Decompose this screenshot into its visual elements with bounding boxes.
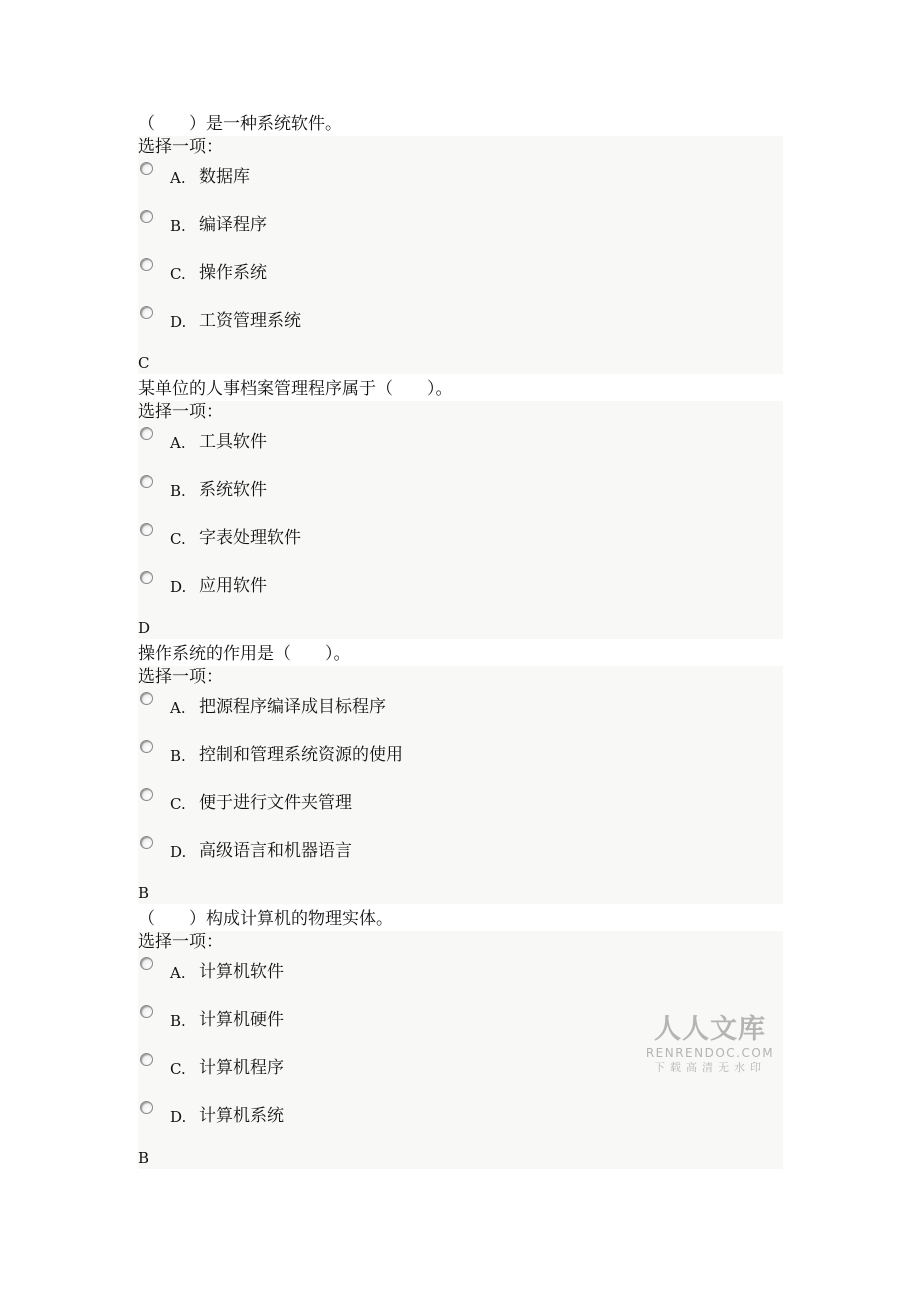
option-a[interactable]	[138, 423, 783, 471]
option-list	[138, 158, 783, 350]
option-d[interactable]	[138, 832, 783, 880]
option-d[interactable]	[138, 302, 783, 350]
option-b[interactable]	[138, 736, 783, 784]
radio-button-icon[interactable]	[140, 162, 153, 175]
option-letter: B.	[170, 1012, 186, 1030]
question-2	[138, 377, 783, 639]
answer-key: B	[138, 884, 150, 902]
radio-button-icon[interactable]	[140, 475, 153, 488]
watermark-title: 人人文库	[654, 1014, 766, 1045]
radio-button-icon[interactable]	[140, 1101, 153, 1114]
option-d[interactable]	[138, 567, 783, 615]
option-text: 控制和管理系统资源的使用	[199, 745, 403, 765]
question-title: 某单位的人事档案管理程序属于（ ）。	[138, 377, 783, 401]
answer-panel	[138, 397, 783, 639]
watermark-site: RENRENDOC.COM	[645, 1046, 775, 1060]
option-letter: C.	[170, 795, 186, 813]
radio-button-icon[interactable]	[140, 306, 153, 319]
radio-button-icon[interactable]	[140, 258, 153, 271]
option-text: 计算机程序	[199, 1058, 284, 1078]
option-text: 编译程序	[199, 215, 267, 235]
option-letter: D.	[170, 1108, 187, 1126]
option-text: 工具软件	[199, 432, 267, 452]
option-d[interactable]	[138, 1097, 783, 1145]
option-text: 工资管理系统	[199, 311, 301, 331]
answer-panel	[138, 662, 783, 904]
option-text: 计算机软件	[199, 962, 284, 982]
radio-button-icon[interactable]	[140, 788, 153, 801]
choose-one-prompt: 选择一项：	[138, 667, 223, 687]
question-3	[138, 642, 783, 904]
question-title: 操作系统的作用是（ ）。	[138, 642, 783, 666]
radio-button-icon[interactable]	[140, 740, 153, 753]
option-c[interactable]	[138, 254, 783, 302]
choose-one-prompt: 选择一项：	[138, 137, 223, 157]
option-a[interactable]	[138, 158, 783, 206]
option-text: 计算机硬件	[199, 1010, 284, 1030]
option-letter: B.	[170, 482, 186, 500]
radio-button-icon[interactable]	[140, 957, 153, 970]
option-text: 操作系统	[199, 263, 267, 283]
answer-panel	[138, 132, 783, 374]
option-text: 字表处理软件	[199, 528, 301, 548]
option-text: 高级语言和机器语言	[199, 841, 352, 861]
question-1	[138, 112, 783, 374]
option-letter: A.	[170, 169, 186, 187]
option-letter: B.	[170, 747, 186, 765]
answer-key: C	[138, 354, 150, 372]
option-a[interactable]	[138, 688, 783, 736]
option-text: 便于进行文件夹管理	[199, 793, 352, 813]
choose-one-prompt: 选择一项：	[138, 402, 223, 422]
option-letter: A.	[170, 699, 186, 717]
option-a[interactable]	[138, 953, 783, 1001]
option-b[interactable]	[138, 206, 783, 254]
watermark-logo	[640, 1014, 780, 1076]
option-text: 系统软件	[199, 480, 267, 500]
option-list	[138, 423, 783, 615]
option-letter: B.	[170, 217, 186, 235]
question-title: （ ）构成计算机的物理实体。	[138, 907, 783, 931]
answer-key: D	[138, 619, 151, 637]
option-letter: A.	[170, 964, 186, 982]
radio-button-icon[interactable]	[140, 1053, 153, 1066]
option-text: 把源程序编译成目标程序	[199, 697, 386, 717]
option-letter: D.	[170, 313, 187, 331]
option-text: 计算机系统	[199, 1106, 284, 1126]
option-text: 应用软件	[199, 576, 267, 596]
option-letter: C.	[170, 1060, 186, 1078]
radio-button-icon[interactable]	[140, 210, 153, 223]
option-letter: D.	[170, 578, 187, 596]
option-c[interactable]	[138, 784, 783, 832]
radio-button-icon[interactable]	[140, 1005, 153, 1018]
option-text: 数据库	[199, 167, 250, 187]
radio-button-icon[interactable]	[140, 692, 153, 705]
radio-button-icon[interactable]	[140, 571, 153, 584]
option-b[interactable]	[138, 471, 783, 519]
option-letter: D.	[170, 843, 187, 861]
option-letter: C.	[170, 265, 186, 283]
question-title: （ ）是一种系统软件。	[138, 112, 783, 136]
option-list	[138, 688, 783, 880]
choose-one-prompt: 选择一项：	[138, 932, 223, 952]
option-c[interactable]	[138, 519, 783, 567]
option-letter: A.	[170, 434, 186, 452]
watermark-tagline: 下载高清无水印	[654, 1061, 766, 1074]
option-letter: C.	[170, 530, 186, 548]
radio-button-icon[interactable]	[140, 836, 153, 849]
radio-button-icon[interactable]	[140, 523, 153, 536]
answer-key: B	[138, 1149, 150, 1167]
radio-button-icon[interactable]	[140, 427, 153, 440]
